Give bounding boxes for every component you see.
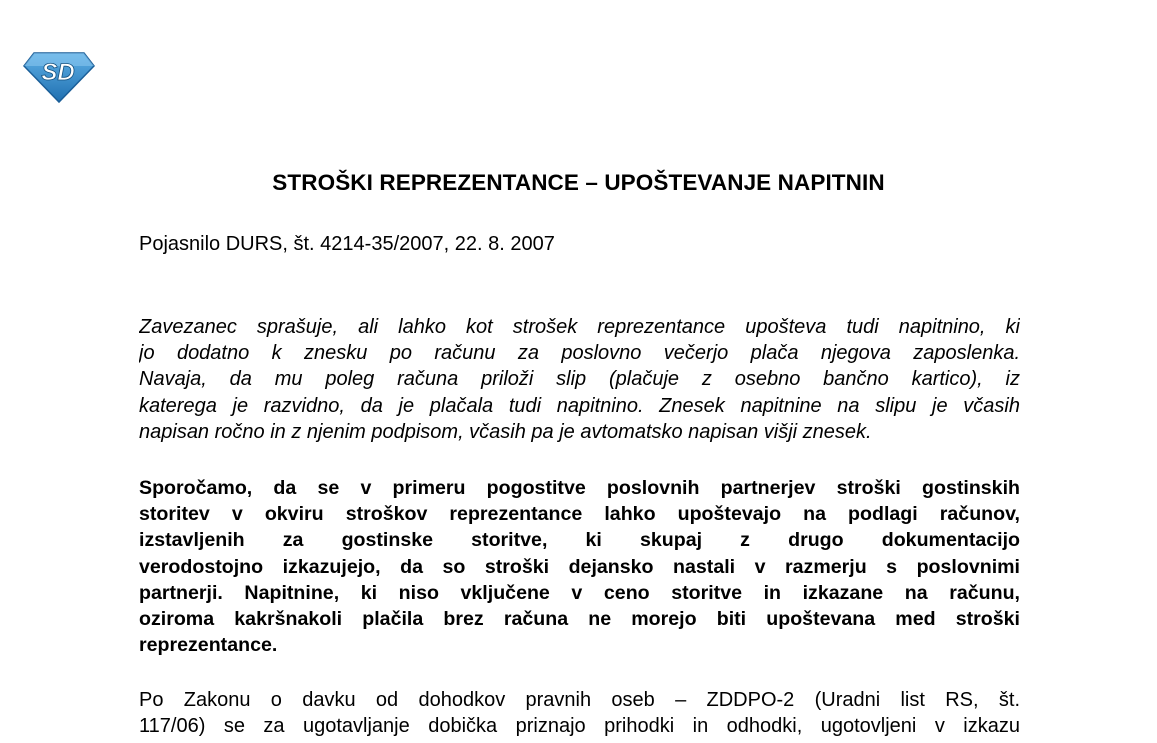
paragraph-line: reprezentance. [139,634,278,657]
paragraph-line: storitev v okviru stroškov reprezentance lahko upoštevajo na podlagi računov, [139,503,1020,526]
logo [22,50,96,104]
document-title: STROŠKI REPREZENTANCE – UPOŠTEVANJE NAPITNIN [272,170,885,195]
paragraph-line: napisan ročno in z njenim podpisom, včasih pa je avtomatsko napisan višji znesek. [139,420,872,443]
document-subtitle: Pojasnilo DURS, št. 4214-35/2007, 22. 8. 2007 [139,233,555,255]
paragraph-line: 117/06) se za ugotavljanje dobička priznajo prihodki in odhodki, ugotovljeni v izkazu [139,715,1020,738]
paragraph-line: verodostojno izkazujejo, da so stroški dejansko nastali v razmerju s poslovnimi [139,555,1020,578]
paragraph-line: izstavljenih za gostinske storitve, ki skupaj z drugo dokumentacijo [139,529,1020,552]
paragraph-line: Navaja, da mu poleg računa priloži slip (plačuje z osebno bančno kartico), iz [139,368,1020,391]
paragraph-line: partnerji. Napitnine, ki niso vključene v ceno storitve in izkazane na računu, [139,581,1020,604]
paragraph-line: Zavezanec sprašuje, ali lahko kot strošek reprezentance upošteva tudi napitnino, ki [139,316,1020,338]
shield-logo-icon [22,50,96,104]
paragraph-line: oziroma kakršnakoli plačila brez računa ne morejo biti upoštevana med stroški [139,608,1020,631]
paragraph-line: Sporočamo, da se v primeru pogostitve poslovnih partnerjev stroški gostinskih [139,477,1020,499]
paragraph-answer [139,475,1020,658]
paragraph-line: jo dodatno k znesku po računu za poslovno večerjo plača njegova zaposlenka. [139,342,1020,365]
paragraph-question [139,314,1020,445]
paragraph-line: katerega je razvidno, da je plačala tudi napitnino. Znesek napitnine na slipu je včasih [139,394,1020,417]
logo-monogram: SD [41,59,75,86]
paragraph-line: Po Zakonu o davku od dohodkov pravnih oseb – ZDDPO-2 (Uradni list RS, št. [139,689,1020,711]
paragraph-law [139,687,1020,739]
